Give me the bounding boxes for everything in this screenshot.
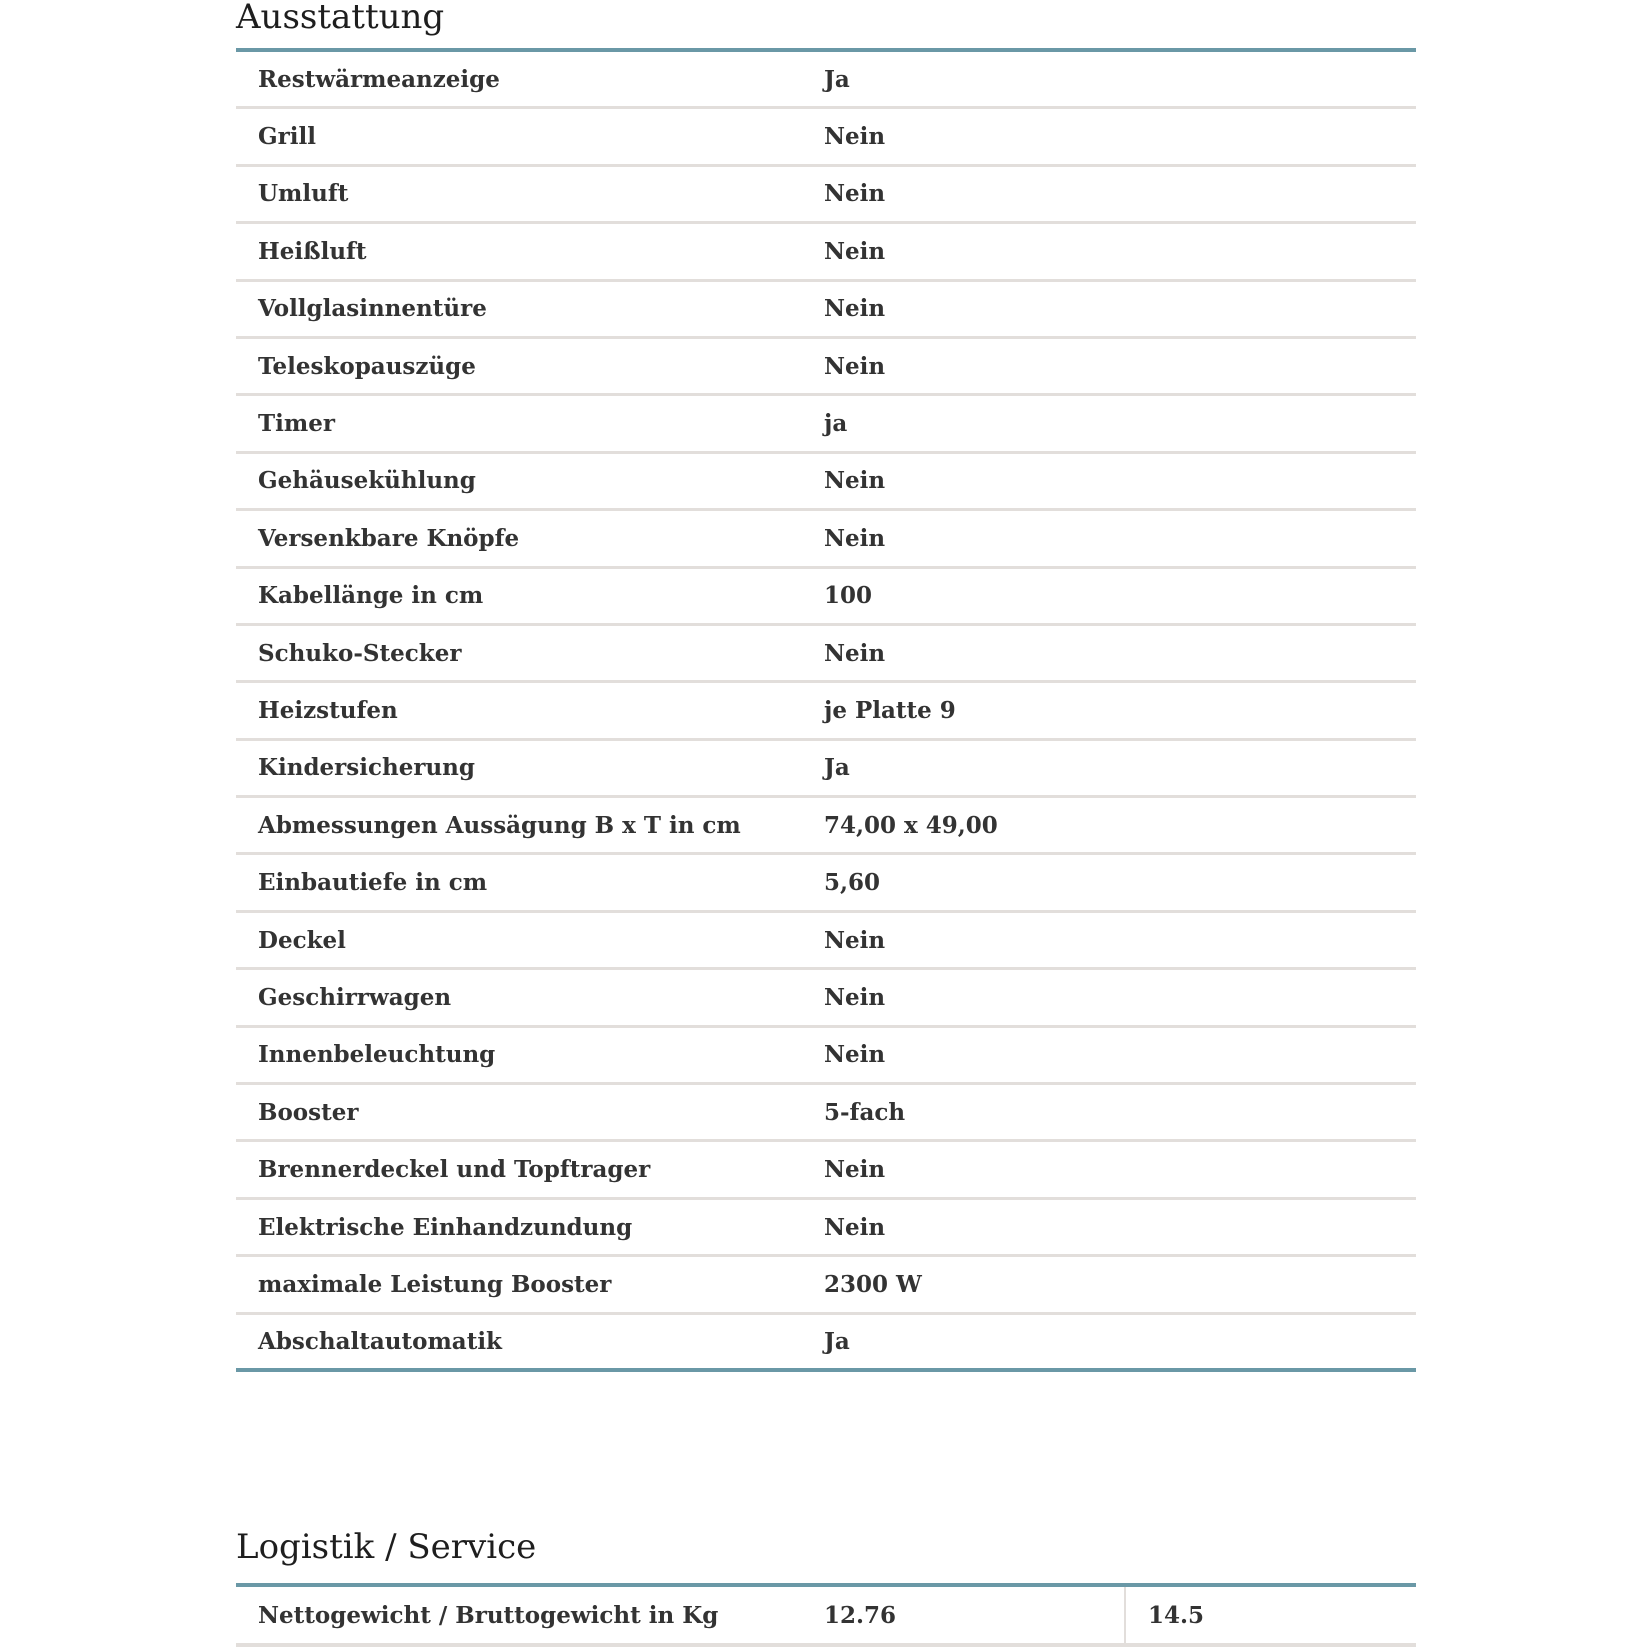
row-value: Nein <box>824 1156 886 1184</box>
row-label: maximale Leistung Booster <box>258 1270 612 1298</box>
table-row <box>236 339 1416 396</box>
row-label: Timer <box>258 410 335 438</box>
row-value: Ja <box>824 754 850 782</box>
section-title: Logistik / Service <box>236 1527 537 1567</box>
table-row <box>236 109 1416 166</box>
row-value: Nein <box>824 467 886 495</box>
row-value: je Platte 9 <box>824 696 956 724</box>
row-label: Abschaltautomatik <box>258 1327 502 1355</box>
row-label: Abmessungen Aussägung B x T in cm <box>258 811 741 839</box>
row-value: Nein <box>824 983 886 1011</box>
table-row <box>236 855 1416 912</box>
row-label: Einbautiefe in cm <box>258 869 488 897</box>
table-row <box>236 396 1416 453</box>
row-label: Kabellänge in cm <box>258 582 484 610</box>
row-value: Nein <box>824 926 886 954</box>
row-label: Nettogewicht / Bruttogewicht in Kg <box>258 1601 719 1629</box>
row-label: Heizstufen <box>258 696 398 724</box>
table-row <box>236 1200 1416 1257</box>
section-title: Ausstattung <box>236 0 445 37</box>
row-value: 5,60 <box>824 869 881 897</box>
row-label: Vollglasinnentüre <box>258 295 487 323</box>
table-row <box>236 1587 1416 1647</box>
row-label: Umluft <box>258 180 349 208</box>
row-value-netto: 12.76 <box>824 1601 897 1629</box>
table-row <box>236 798 1416 855</box>
row-label: Grill <box>258 123 316 151</box>
row-value: Nein <box>824 639 886 667</box>
table-row <box>236 1257 1416 1314</box>
row-label: Geschirrwagen <box>258 983 452 1011</box>
table-row <box>236 913 1416 970</box>
row-value: Nein <box>824 295 886 323</box>
row-value: Ja <box>824 65 850 93</box>
table-row <box>236 741 1416 798</box>
row-label: Kindersicherung <box>258 754 475 782</box>
row-value: Nein <box>824 180 886 208</box>
row-label: Restwärmeanzeige <box>258 65 500 93</box>
row-value: Nein <box>824 524 886 552</box>
row-label: Heißluft <box>258 237 367 265</box>
logistik-table <box>236 1583 1416 1647</box>
row-label: Brennerdeckel und Topftrager <box>258 1156 651 1184</box>
row-value: ja <box>824 410 848 438</box>
table-row <box>236 569 1416 626</box>
row-label: Schuko-Stecker <box>258 639 462 667</box>
table-row <box>236 511 1416 568</box>
table-row <box>236 626 1416 683</box>
row-value: Nein <box>824 1213 886 1241</box>
row-value: Nein <box>824 1041 886 1069</box>
row-label: Gehäusekühlung <box>258 467 476 495</box>
table-row <box>236 52 1416 109</box>
table-row <box>236 683 1416 740</box>
row-value: Ja <box>824 1327 850 1355</box>
row-value: Nein <box>824 352 886 380</box>
row-label: Teleskopauszüge <box>258 352 476 380</box>
table-row <box>236 1085 1416 1142</box>
row-value: 74,00 x 49,00 <box>824 811 998 839</box>
logistik-section <box>236 1527 1416 1647</box>
table-row <box>236 167 1416 224</box>
row-label: Deckel <box>258 926 346 954</box>
table-row <box>236 1028 1416 1085</box>
row-value: Nein <box>824 123 886 151</box>
ausstattung-table <box>236 48 1416 1372</box>
table-row <box>236 454 1416 511</box>
table-row <box>236 224 1416 281</box>
row-value: 100 <box>824 582 873 610</box>
table-row <box>236 1315 1416 1372</box>
table-row <box>236 970 1416 1027</box>
row-value: 2300 W <box>824 1270 922 1298</box>
row-value-brutto: 14.5 <box>1124 1587 1416 1643</box>
table-row <box>236 282 1416 339</box>
row-value: Nein <box>824 237 886 265</box>
table-row <box>236 1142 1416 1199</box>
row-label: Innenbeleuchtung <box>258 1041 496 1069</box>
ausstattung-section <box>236 0 1416 1372</box>
row-label: Versenkbare Knöpfe <box>258 524 520 552</box>
row-label: Elektrische Einhandzundung <box>258 1213 633 1241</box>
row-label: Booster <box>258 1098 359 1126</box>
row-value: 5-fach <box>824 1098 906 1126</box>
